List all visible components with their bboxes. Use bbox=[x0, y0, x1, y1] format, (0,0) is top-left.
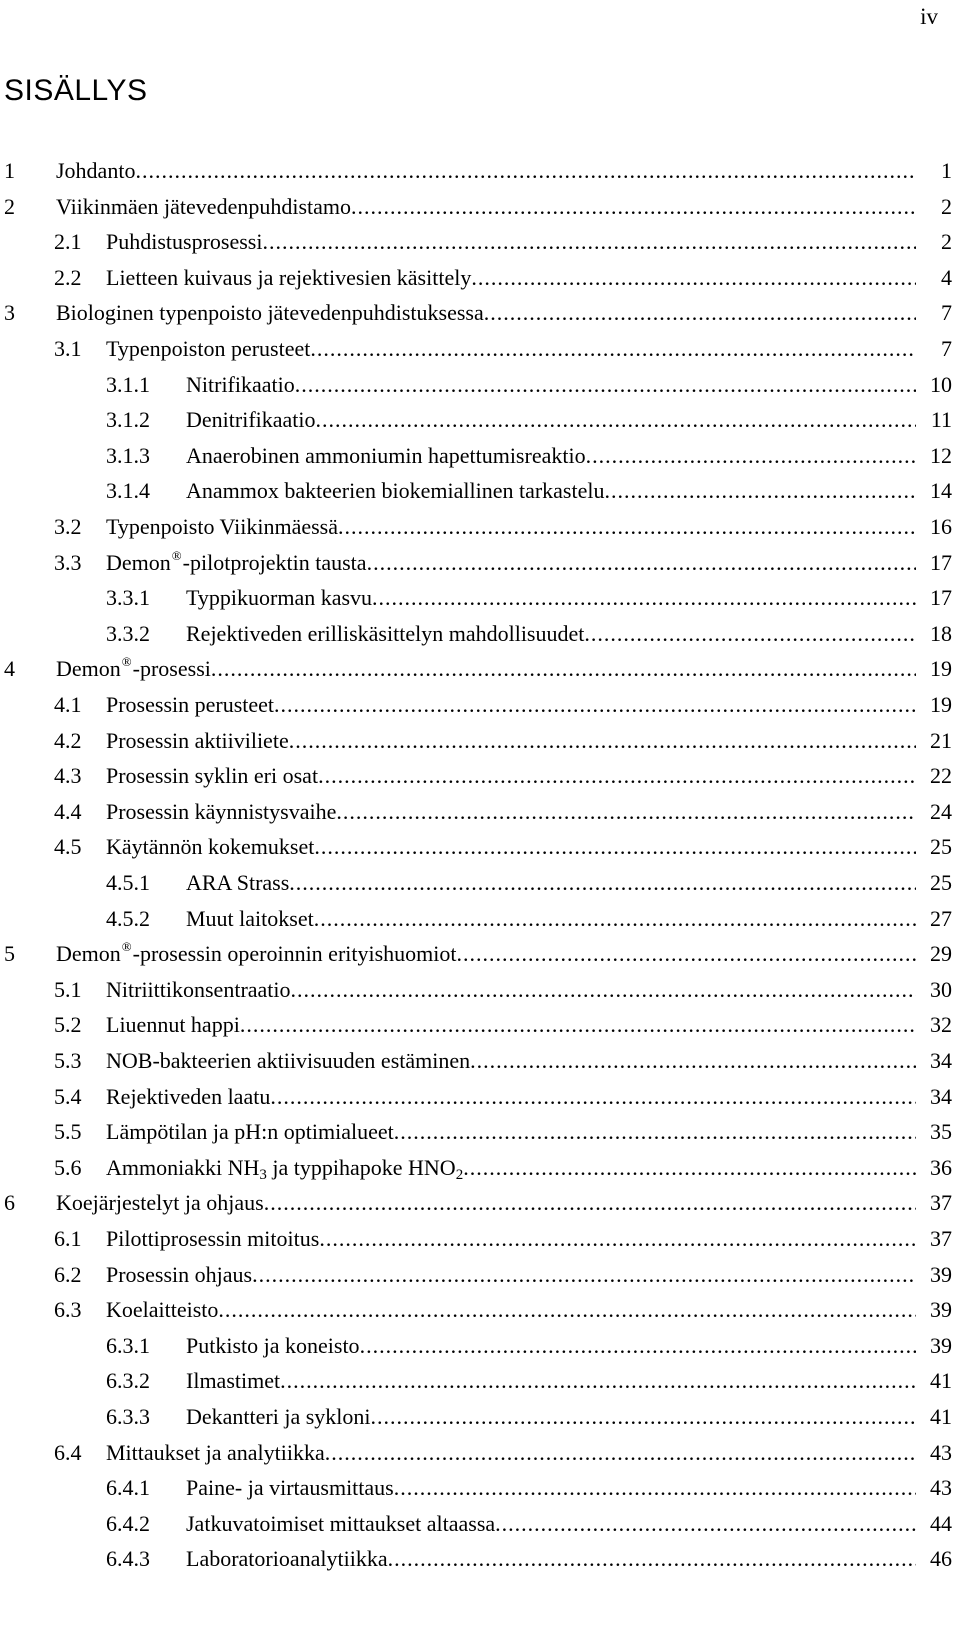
toc-entry-number: 4.1 bbox=[54, 692, 82, 717]
toc-entry[interactable] bbox=[0, 902, 960, 936]
toc-entry[interactable] bbox=[0, 332, 960, 366]
toc-entry-title-part: ja typpihapoke HNO bbox=[266, 1155, 456, 1180]
toc-entry-number: 6.4.2 bbox=[106, 1511, 150, 1536]
toc-entry[interactable] bbox=[0, 688, 960, 722]
toc-entry-text bbox=[186, 866, 916, 900]
toc-entry-number: 4 bbox=[4, 656, 15, 681]
toc-entry-text bbox=[56, 190, 916, 224]
toc-entry-page[interactable]: 7 bbox=[941, 336, 952, 361]
toc-entry-number: 6.3.1 bbox=[106, 1333, 150, 1358]
dot-leader bbox=[319, 1222, 916, 1256]
toc-entry[interactable] bbox=[0, 296, 960, 330]
toc-entry-page[interactable]: 37 bbox=[930, 1226, 952, 1251]
dot-leader bbox=[495, 1507, 916, 1541]
toc-entry-title[interactable]: Typenpoisto Viikinmäessä bbox=[106, 514, 338, 539]
dot-leader bbox=[584, 617, 916, 651]
dot-leader bbox=[314, 830, 916, 864]
toc-entry-title[interactable]: Lämpötilan ja pH:n optimialueet bbox=[106, 1119, 394, 1144]
toc-entry-page[interactable]: 34 bbox=[930, 1048, 952, 1073]
dot-leader bbox=[264, 1186, 916, 1220]
toc-entry-title[interactable]: Liuennut happi bbox=[106, 1012, 240, 1037]
toc-entry-page[interactable]: 39 bbox=[930, 1262, 952, 1287]
dot-leader bbox=[371, 1400, 916, 1434]
toc-entry[interactable] bbox=[0, 1222, 960, 1256]
toc-entry[interactable] bbox=[0, 439, 960, 473]
toc-entry[interactable] bbox=[0, 190, 960, 224]
toc-entry-page[interactable]: 39 bbox=[930, 1333, 952, 1358]
toc-entry[interactable] bbox=[0, 759, 960, 793]
toc-entry-text bbox=[106, 688, 916, 722]
toc-entry-title-part: Demon bbox=[56, 656, 121, 681]
toc-entry-text bbox=[106, 973, 916, 1007]
dot-leader bbox=[586, 439, 916, 473]
page-number: iv bbox=[920, 4, 938, 29]
toc-entry-text bbox=[106, 546, 916, 580]
toc-entry-number: 6.4.1 bbox=[106, 1475, 150, 1500]
toc-entry-page[interactable]: 43 bbox=[930, 1440, 952, 1465]
toc-entry-title[interactable]: Denitrifikaatio bbox=[186, 407, 316, 432]
toc-entry-number: 4.5.1 bbox=[106, 870, 150, 895]
toc-entry[interactable] bbox=[0, 795, 960, 829]
toc-entry-text bbox=[186, 617, 916, 651]
toc-entry-page[interactable]: 19 bbox=[930, 692, 952, 717]
toc-entry-page[interactable]: 29 bbox=[930, 941, 952, 966]
dot-leader bbox=[314, 902, 916, 936]
toc-entry[interactable] bbox=[0, 403, 960, 437]
toc-entry-text bbox=[106, 261, 916, 295]
toc-entry-text bbox=[186, 403, 916, 437]
toc-entry[interactable] bbox=[0, 1471, 960, 1505]
toc-entry-number: 6 bbox=[4, 1190, 15, 1215]
toc-entry-page[interactable]: 41 bbox=[930, 1404, 952, 1429]
toc-entry[interactable] bbox=[0, 1151, 960, 1185]
toc-entry-title[interactable] bbox=[106, 1151, 463, 1185]
toc-entry-title[interactable]: ARA Strass bbox=[186, 870, 290, 895]
toc-entry-text bbox=[106, 1115, 916, 1149]
toc-entry-text bbox=[186, 1471, 916, 1505]
toc-entry-text bbox=[106, 1151, 916, 1185]
dot-leader bbox=[280, 1364, 916, 1398]
toc-entry-number: 6.4.3 bbox=[106, 1546, 150, 1571]
toc-entry-page[interactable]: 27 bbox=[930, 906, 952, 931]
toc-entry-text bbox=[106, 1258, 916, 1292]
toc-entry-text bbox=[186, 902, 916, 936]
toc-entry-text bbox=[106, 830, 916, 864]
toc-entry-number: 3.1.1 bbox=[106, 372, 150, 397]
toc-entry-number: 5.3 bbox=[54, 1048, 82, 1073]
toc-entry-number: 5.5 bbox=[54, 1119, 82, 1144]
toc-entry-title[interactable]: NOB-bakteerien aktiivisuuden estäminen bbox=[106, 1048, 471, 1073]
dot-leader bbox=[325, 1436, 916, 1470]
toc-entry-page[interactable]: 44 bbox=[930, 1511, 952, 1536]
toc-entry-title-part: Demon bbox=[56, 941, 121, 966]
toc-entry[interactable] bbox=[0, 154, 960, 188]
toc-entry-number: 3.1.2 bbox=[106, 407, 150, 432]
toc-entry-page[interactable]: 41 bbox=[930, 1368, 952, 1393]
dot-leader bbox=[463, 1151, 916, 1185]
toc-entry-text bbox=[56, 154, 916, 188]
toc-entry-title[interactable]: Johdanto bbox=[56, 158, 136, 183]
toc-entry-number: 3.1 bbox=[54, 336, 82, 361]
toc-entry-title[interactable]: Prosessin ohjaus bbox=[106, 1262, 253, 1287]
toc-entry-text bbox=[106, 759, 916, 793]
toc-entry-text bbox=[56, 1186, 916, 1220]
dot-leader bbox=[394, 1115, 916, 1149]
toc-entry[interactable] bbox=[0, 225, 960, 259]
toc-entry-text bbox=[106, 1044, 916, 1078]
toc-entry-title[interactable]: Käytännön kokemukset bbox=[106, 834, 315, 859]
toc-entry-title[interactable]: Rejektiveden erilliskäsittelyn mahdollisuudet bbox=[186, 621, 585, 646]
toc-entry-number: 4.2 bbox=[54, 728, 82, 753]
toc-entry[interactable] bbox=[0, 1186, 960, 1220]
toc-entry-page[interactable]: 19 bbox=[930, 656, 952, 681]
toc-entry-title-part: Demon bbox=[106, 550, 171, 575]
toc-entry[interactable] bbox=[0, 261, 960, 295]
toc-entry[interactable] bbox=[0, 617, 960, 651]
toc-entry-number: 5.6 bbox=[54, 1155, 82, 1180]
toc-entry-page[interactable]: 24 bbox=[930, 799, 952, 824]
toc-entry-number: 5.4 bbox=[54, 1084, 82, 1109]
registered-mark-icon: ® bbox=[171, 548, 182, 563]
toc-entry[interactable] bbox=[0, 1364, 960, 1398]
toc-entry-page[interactable]: 37 bbox=[930, 1190, 952, 1215]
toc-entry-title[interactable]: Putkisto ja koneisto bbox=[186, 1333, 360, 1358]
subscript: 2 bbox=[455, 1167, 464, 1183]
dot-leader bbox=[295, 368, 916, 402]
toc-entry[interactable] bbox=[0, 937, 960, 971]
toc-entry-page[interactable]: 12 bbox=[930, 443, 952, 468]
toc-entry-number: 6.4 bbox=[54, 1440, 82, 1465]
dot-leader bbox=[240, 1008, 916, 1042]
dot-leader bbox=[470, 1044, 916, 1078]
toc-entry-text bbox=[56, 652, 916, 686]
dot-leader bbox=[360, 1329, 916, 1363]
dot-leader bbox=[310, 332, 916, 366]
toc-entry-number: 3.3.1 bbox=[106, 585, 150, 610]
toc-entry-page[interactable]: 2 bbox=[941, 194, 952, 219]
toc-entry-title[interactable]: Muut laitokset bbox=[186, 906, 314, 931]
dot-leader bbox=[262, 225, 916, 259]
toc-entry[interactable] bbox=[0, 1115, 960, 1149]
toc-entry-text bbox=[106, 1008, 916, 1042]
dot-leader bbox=[218, 1293, 916, 1327]
toc-entry-title-part: -prosessin operoinnin erityishuomiot bbox=[132, 941, 457, 966]
toc-entry[interactable] bbox=[0, 830, 960, 864]
toc-entry[interactable] bbox=[0, 581, 960, 615]
toc-entry-number: 2.2 bbox=[54, 265, 82, 290]
toc-entry-title[interactable]: Prosessin syklin eri osat bbox=[106, 763, 319, 788]
dot-leader bbox=[351, 190, 916, 224]
toc-entry-text bbox=[106, 510, 916, 544]
toc-entry-number: 1 bbox=[4, 158, 15, 183]
toc-entry-title[interactable]: Paine- ja virtausmittaus bbox=[186, 1475, 394, 1500]
toc-entry-page[interactable]: 46 bbox=[930, 1546, 952, 1571]
toc-entry-text bbox=[106, 1080, 916, 1114]
toc-entry-page[interactable]: 10 bbox=[930, 372, 952, 397]
toc-entry[interactable] bbox=[0, 652, 960, 686]
toc-entry-text bbox=[186, 1364, 916, 1398]
toc-entry-title[interactable]: Anammox bakteerien biokemiallinen tarkastelu bbox=[186, 478, 605, 503]
toc-entry-number: 4.3 bbox=[54, 763, 82, 788]
toc-entry-number: 4.4 bbox=[54, 799, 82, 824]
toc-entry-number: 3 bbox=[4, 300, 15, 325]
toc-entry-number: 5 bbox=[4, 941, 15, 966]
toc-entry-text bbox=[56, 937, 916, 971]
toc-entry-number: 5.2 bbox=[54, 1012, 82, 1037]
toc-entry[interactable] bbox=[0, 1080, 960, 1114]
toc-entry-number: 2.1 bbox=[54, 229, 82, 254]
toc-entry[interactable] bbox=[0, 1258, 960, 1292]
toc-entry-number: 3.3.2 bbox=[106, 621, 150, 646]
toc-entry-page[interactable]: 32 bbox=[930, 1012, 952, 1037]
dot-leader bbox=[336, 795, 916, 829]
toc-entry-number: 4.5 bbox=[54, 834, 82, 859]
toc-entry-title[interactable]: Ilmastimet bbox=[186, 1368, 281, 1393]
dot-leader bbox=[211, 652, 916, 686]
dot-leader bbox=[316, 403, 916, 437]
toc-entry-page[interactable]: 2 bbox=[941, 229, 952, 254]
toc-entry-text bbox=[106, 1222, 916, 1256]
toc-entry-title[interactable]: Jatkuvatoimiset mittaukset altaassa bbox=[186, 1511, 496, 1536]
toc-entry-text bbox=[186, 1400, 916, 1434]
toc-entry-title[interactable]: Viikinmäen jätevedenpuhdistamo bbox=[56, 194, 351, 219]
toc-entry-text bbox=[106, 332, 916, 366]
toc-entry-title[interactable]: Dekantteri ja sykloni bbox=[186, 1404, 371, 1429]
toc-entry-page[interactable]: 17 bbox=[930, 585, 952, 610]
toc-entry-title[interactable]: Koejärjestelyt ja ohjaus bbox=[56, 1190, 264, 1215]
toc-entry-text bbox=[186, 1507, 916, 1541]
toc-entry-title[interactable] bbox=[56, 937, 457, 971]
toc-entry-number: 3.3 bbox=[54, 550, 82, 575]
toc-entry[interactable] bbox=[0, 973, 960, 1007]
toc-entry[interactable] bbox=[0, 866, 960, 900]
toc-entry-page[interactable]: 16 bbox=[930, 514, 952, 539]
toc-entry-text bbox=[186, 474, 916, 508]
dot-leader bbox=[338, 510, 916, 544]
toc-entry-text bbox=[186, 1542, 916, 1576]
toc-entry-title[interactable]: Anaerobinen ammoniumin hapettumisreaktio bbox=[186, 443, 586, 468]
dot-leader bbox=[274, 688, 916, 722]
toc-entry[interactable] bbox=[0, 546, 960, 580]
toc-entry[interactable] bbox=[0, 1008, 960, 1042]
toc-entry[interactable] bbox=[0, 1507, 960, 1541]
toc-entry[interactable] bbox=[0, 510, 960, 544]
toc-entry[interactable] bbox=[0, 1436, 960, 1470]
toc-entry-title[interactable]: Biologinen typenpoisto jätevedenpuhdistuksessa bbox=[56, 300, 484, 325]
toc-entry-text bbox=[186, 581, 916, 615]
dot-leader bbox=[394, 1471, 916, 1505]
toc-entry-title[interactable]: Typpikuorman kasvu bbox=[186, 585, 373, 610]
toc-entry-title[interactable]: Koelaitteisto bbox=[106, 1297, 219, 1322]
toc-entry-title[interactable]: Prosessin käynnistysvaihe bbox=[106, 799, 337, 824]
toc-entry[interactable] bbox=[0, 474, 960, 508]
toc-entry-page[interactable]: 43 bbox=[930, 1475, 952, 1500]
toc-title: SISÄLLYS bbox=[4, 74, 148, 107]
dot-leader bbox=[457, 937, 916, 971]
toc-entry-title[interactable]: Nitriittikonsentraatio bbox=[106, 977, 291, 1002]
toc-entry-page[interactable]: 7 bbox=[941, 300, 952, 325]
toc-entry-number: 4.5.2 bbox=[106, 906, 150, 931]
toc-entry-page[interactable]: 17 bbox=[930, 550, 952, 575]
toc-entry-text bbox=[186, 439, 916, 473]
toc-entry-page[interactable]: 25 bbox=[930, 834, 952, 859]
toc-entry-text bbox=[106, 724, 916, 758]
toc-entry-text bbox=[106, 1293, 916, 1327]
toc-entry-title[interactable]: Prosessin perusteet bbox=[106, 692, 275, 717]
toc-entry-title[interactable] bbox=[106, 546, 367, 580]
toc-entry-number: 3.1.4 bbox=[106, 478, 150, 503]
registered-mark-icon: ® bbox=[121, 654, 132, 669]
toc-entry-text bbox=[106, 795, 916, 829]
toc-entry[interactable] bbox=[0, 1329, 960, 1363]
dot-leader bbox=[289, 724, 916, 758]
toc-entry-number: 6.2 bbox=[54, 1262, 82, 1287]
toc-entry-title[interactable]: Mittaukset ja analytiikka bbox=[106, 1440, 325, 1465]
toc-entry[interactable] bbox=[0, 1293, 960, 1327]
dot-leader bbox=[367, 546, 916, 580]
dot-leader bbox=[471, 261, 916, 295]
toc-entry[interactable] bbox=[0, 724, 960, 758]
toc-entry-text bbox=[106, 1436, 916, 1470]
toc-entry-text bbox=[106, 225, 916, 259]
toc-entry-number: 5.1 bbox=[54, 977, 82, 1002]
toc-entry-number: 6.3.3 bbox=[106, 1404, 150, 1429]
registered-mark-icon: ® bbox=[121, 939, 132, 954]
toc-entry-title[interactable]: Puhdistusprosessi bbox=[106, 229, 263, 254]
toc-entry-page[interactable]: 25 bbox=[930, 870, 952, 895]
toc-entry[interactable] bbox=[0, 1044, 960, 1078]
toc-entry-page[interactable]: 22 bbox=[930, 763, 952, 788]
subscript: 3 bbox=[259, 1167, 267, 1183]
toc-entry-page[interactable]: 35 bbox=[930, 1119, 952, 1144]
dot-leader bbox=[372, 581, 916, 615]
dot-leader bbox=[289, 866, 916, 900]
toc-entry-title[interactable]: Typenpoiston perusteet bbox=[106, 336, 311, 361]
toc-entry-title[interactable]: Rejektiveden laatu bbox=[106, 1084, 271, 1109]
toc-entry-title-part: Ammoniakki NH bbox=[106, 1155, 260, 1180]
toc-entry-text bbox=[186, 1329, 916, 1363]
toc-entry-page[interactable]: 36 bbox=[930, 1155, 952, 1180]
toc-entry-page[interactable]: 18 bbox=[930, 621, 952, 646]
toc-entry-page[interactable]: 14 bbox=[930, 478, 952, 503]
toc-entry-title[interactable]: Lietteen kuivaus ja rejektivesien käsittely bbox=[106, 265, 472, 290]
toc-entry-page[interactable]: 1 bbox=[941, 158, 952, 183]
dot-leader bbox=[484, 296, 916, 330]
toc-entry-title-part: -pilotprojektin tausta bbox=[182, 550, 367, 575]
dot-leader bbox=[135, 154, 916, 188]
dot-leader bbox=[252, 1258, 916, 1292]
toc-entry-page[interactable]: 4 bbox=[941, 265, 952, 290]
toc-entry-text bbox=[186, 368, 916, 402]
dot-leader bbox=[270, 1080, 916, 1114]
toc-entry-title[interactable]: Pilottiprosessin mitoitus bbox=[106, 1226, 320, 1251]
dot-leader bbox=[604, 474, 916, 508]
toc-entry[interactable] bbox=[0, 1400, 960, 1434]
toc-entry-title[interactable]: Prosessin aktiiviliete bbox=[106, 728, 289, 753]
toc-entry-number: 3.1.3 bbox=[106, 443, 150, 468]
toc-entry-number: 6.1 bbox=[54, 1226, 82, 1251]
toc-entry-title-part: -prosessi bbox=[132, 656, 211, 681]
toc-entry-text bbox=[56, 296, 916, 330]
toc-entry-page[interactable]: 30 bbox=[930, 977, 952, 1002]
dot-leader bbox=[388, 1542, 916, 1576]
toc-entry[interactable] bbox=[0, 368, 960, 402]
toc-entry-number: 6.3 bbox=[54, 1297, 82, 1322]
toc-entry-page[interactable]: 34 bbox=[930, 1084, 952, 1109]
dot-leader bbox=[318, 759, 916, 793]
toc-entry-number: 6.3.2 bbox=[106, 1368, 150, 1393]
toc-entry-number: 2 bbox=[4, 194, 15, 219]
toc-entry-page[interactable]: 21 bbox=[930, 728, 952, 753]
toc-entry-title[interactable]: Nitrifikaatio bbox=[186, 372, 295, 397]
toc-entry[interactable] bbox=[0, 1542, 960, 1576]
toc-entry-page[interactable]: 39 bbox=[930, 1297, 952, 1322]
toc-entry-title[interactable] bbox=[56, 652, 211, 686]
toc-entry-title[interactable]: Laboratorioanalytiikka bbox=[186, 1546, 388, 1571]
dot-leader bbox=[291, 973, 916, 1007]
toc-entry-number: 3.2 bbox=[54, 514, 82, 539]
toc-entry-page[interactable]: 11 bbox=[930, 407, 952, 432]
